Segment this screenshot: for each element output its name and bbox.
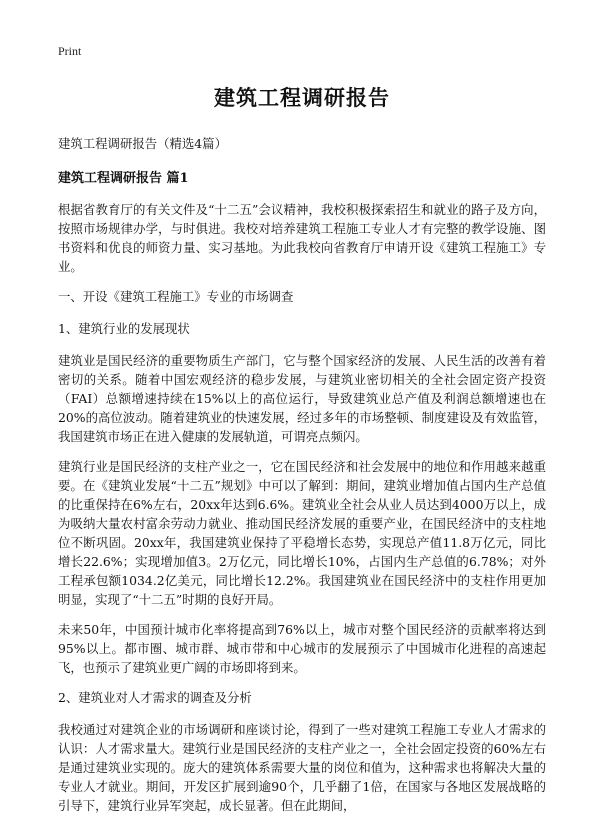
document-title: 建筑工程调研报告: [214, 85, 390, 110]
paragraph-talent-demand: 我校通过对建筑企业的市场调研和座谈讨论，得到了一些对建筑工程施工专业人才需求的认识：人才需求量大。建筑行业是国民经济的支柱产业之一，全社会固定投资的60%左右是通过建筑业实现的。庞大的建筑体系需要大量的岗位和值为，这种需求也将解决大量的专业人才就业。期间，开发区扩展到逾90个，几乎翻了1倍，在国家与各地区发展战略的引导下，建筑行业异军突起，成长显著。但在此期间，: [58, 722, 546, 813]
print-link[interactable]: Print: [58, 44, 82, 58]
document-subtitle: 建筑工程调研报告（精选4篇）: [58, 136, 227, 151]
section-heading: 建筑工程调研报告 篇1: [58, 171, 189, 186]
paragraph-pillar-industry: 建筑行业是国民经济的支柱产业之一，它在国民经济和社会发展中的地位和作用越来越重要。在《建筑业发展“十二五”规划》中可以了解到：期间，建筑业增加值占国内生产总值的比重保持在6%左右，20xx年达到6.6%。建筑业全社会从业人员达到4000万以上，成为吸纳大量农村富余劳动力就业、推动国民经济发展的重要产业，在国民经济中的支柱地位不断巩固。20xx年，我国建筑业保持了平稳增长态势，实现总产值11.8万亿元，同比增长22.6%；实现增加值3。2万亿元，同比增长10%，占国内生产总值的6.78%；对外工程承包额1034.2亿美元，同比增长12.2%。我国建筑业在国民经济中的支柱作用更加明显，实现了“十二五”时期的良好开局。: [58, 459, 546, 607]
heading-industry-status: 1、建筑行业的发展现状: [58, 321, 190, 336]
paragraph-industry-overview: 建筑业是国民经济的重要物质生产部门，它与整个国家经济的发展、人民生活的改善有着密切的关系。随着中国宏观经济的稳步发展，与建筑业密切相关的全社会固定资产投资（FAI）总额增速持续在15%以上的高位运行，导致建筑业总产值及利润总额增速也在20%的高位波动。随着建筑业的快速发展，经过多年的市场整顿、制度建设及有效监管，我国建筑市场正在进入健康的发展轨道，可谓亮点频闪。: [58, 353, 546, 444]
document-page: [58, 72, 546, 826]
heading-talent-demand: 2、建筑业对人才需求的调查及分析: [58, 690, 252, 705]
paragraph-urbanization: 未来50年，中国预计城市化率将提高到76%以上，城市对整个国民经济的贡献率将达到95%以上。都市圈、城市群、城市带和中心城市的发展预示了中国城市化进程的高速起飞，也预示了建筑业更广阔的市场即将到来。: [58, 622, 546, 675]
heading-market-survey: 一、开设《建筑工程施工》专业的市场调查: [58, 289, 294, 304]
paragraph-intro: 根据省教育厅的有关文件及“十二五”会议精神，我校积极探索招生和就业的路子及方向，按照市场规律办学，与时俱进。我校对培养建筑工程施工专业人才有完整的教学设施、图书资料和优良的师资力量、实习基地。为此我校向省教育厅申请开设《建筑工程施工》专业。: [58, 202, 546, 274]
